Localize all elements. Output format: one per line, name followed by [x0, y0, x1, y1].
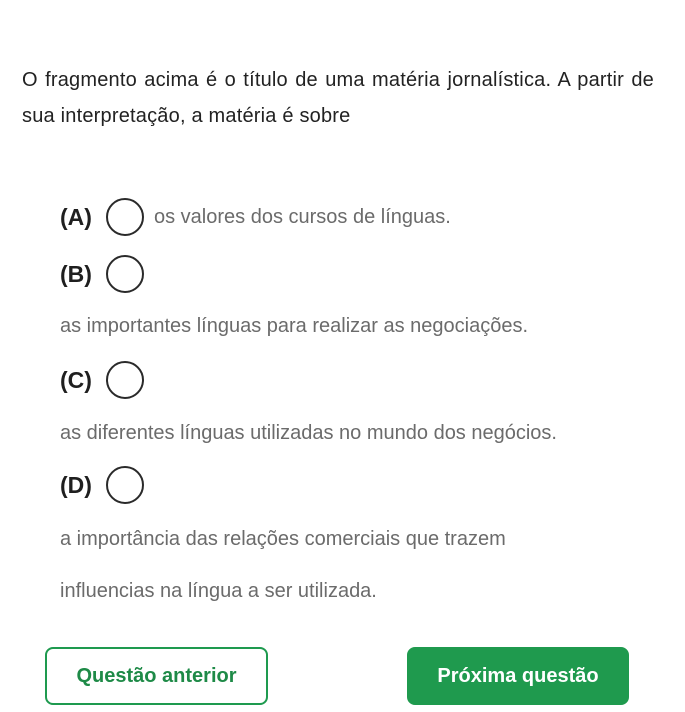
option-b[interactable]	[60, 255, 144, 293]
option-a[interactable]	[60, 198, 451, 236]
option-d-letter: (D)	[60, 471, 92, 498]
option-c-letter: (C)	[60, 366, 92, 393]
option-c-text: as diferentes línguas utilizadas no mundo dos negócios.	[60, 422, 557, 444]
previous-question-button[interactable]: Questão anterior	[45, 647, 268, 705]
option-d-text-line1: a importância das relações comerciais que trazem	[60, 528, 506, 550]
option-b-radio[interactable]	[106, 255, 144, 293]
option-a-letter: (A)	[60, 203, 92, 230]
next-question-button[interactable]: Próxima questão	[407, 647, 629, 705]
option-d-radio[interactable]	[106, 466, 144, 504]
option-d-text-line2: influencias na língua a ser utilizada.	[60, 580, 377, 602]
question-text: O fragmento acima é o título de uma matéria jornalística. A partir de sua interpretação, a matéria é sobre	[22, 69, 654, 127]
option-c[interactable]	[60, 361, 144, 399]
option-d[interactable]	[60, 466, 144, 504]
option-b-text: as importantes línguas para realizar as negociações.	[60, 315, 529, 337]
option-a-radio[interactable]	[106, 198, 144, 236]
option-c-radio[interactable]	[106, 361, 144, 399]
option-a-text: os valores dos cursos de línguas.	[154, 205, 451, 228]
option-b-letter: (B)	[60, 260, 92, 287]
